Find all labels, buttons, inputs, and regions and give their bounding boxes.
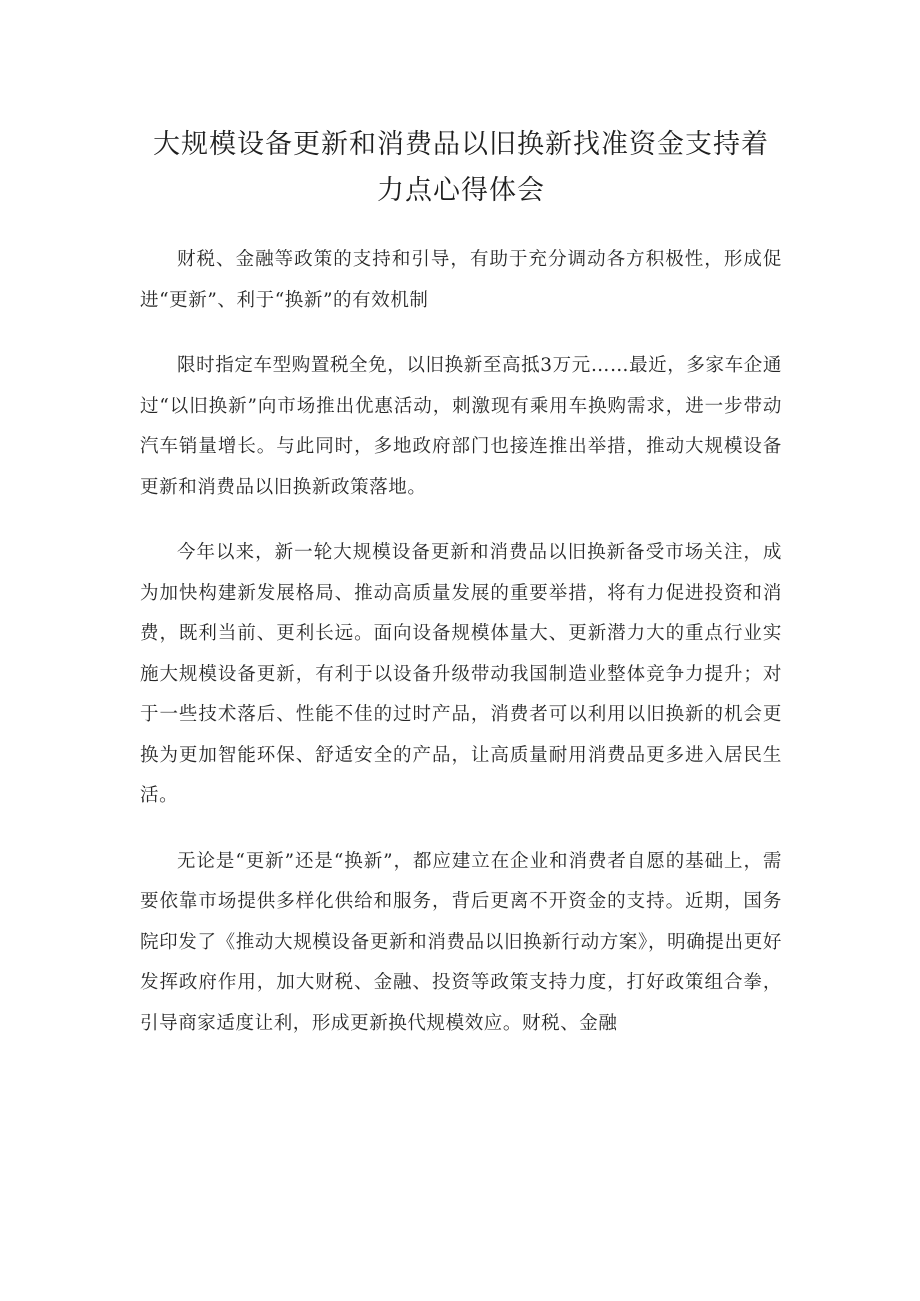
paragraph-car-trade-in: 限时指定车型购置税全免，以旧换新至高抵3万元……最近，多家车企通过“以旧换新”向市场推出优惠活动，刺激现有乘用车换购需求，进一步带动汽车销量增长。与此同时，多地政府部门也接连推出举措，推动大规模设备更新和消费品以旧换新政策落地。 (140, 355, 782, 498)
paragraph-funding-support: 无论是“更新”还是“换新”，都应建立在企业和消费者自愿的基础上，需要依靠市场提供多样化供给和服务，背后更离不开资金的支持。近期，国务院印发了《推动大规模设备更新和消费品以旧换新行动方案》，明确提出更好发挥政府作用，加大财税、金融、投资等政策支持力度，打好政策组合拳，引导商家适度让利，形成更新换代规模效应。财税、金融 (140, 850, 782, 1034)
document-title: 大规模设备更新和消费品以旧换新找准资金支持着力点心得体会 (153, 129, 769, 206)
paragraph-policy-significance: 今年以来，新一轮大规模设备更新和消费品以旧换新备受市场关注，成为加快构建新发展格局、推动高质量发展的重要举措，将有力促进投资和消费，既利当前、更利长远。面向设备规模体量大、更新潜力大的重点行业实施大规模设备更新，有利于以设备升级带动我国制造业整体竞争力提升；对于一些技术落后、性能不佳的过时产品，消费者可以利用以旧换新的机会更换为更加智能环保、舒适安全的产品，让高质量耐用消费品更多进入居民生活。 (140, 542, 782, 806)
document-page (140, 122, 782, 1044)
paragraph-lead: 财税、金融等政策的支持和引导，有助于充分调动各方积极性，形成促进“更新”、利于“换新”的有效机制 (140, 249, 782, 311)
